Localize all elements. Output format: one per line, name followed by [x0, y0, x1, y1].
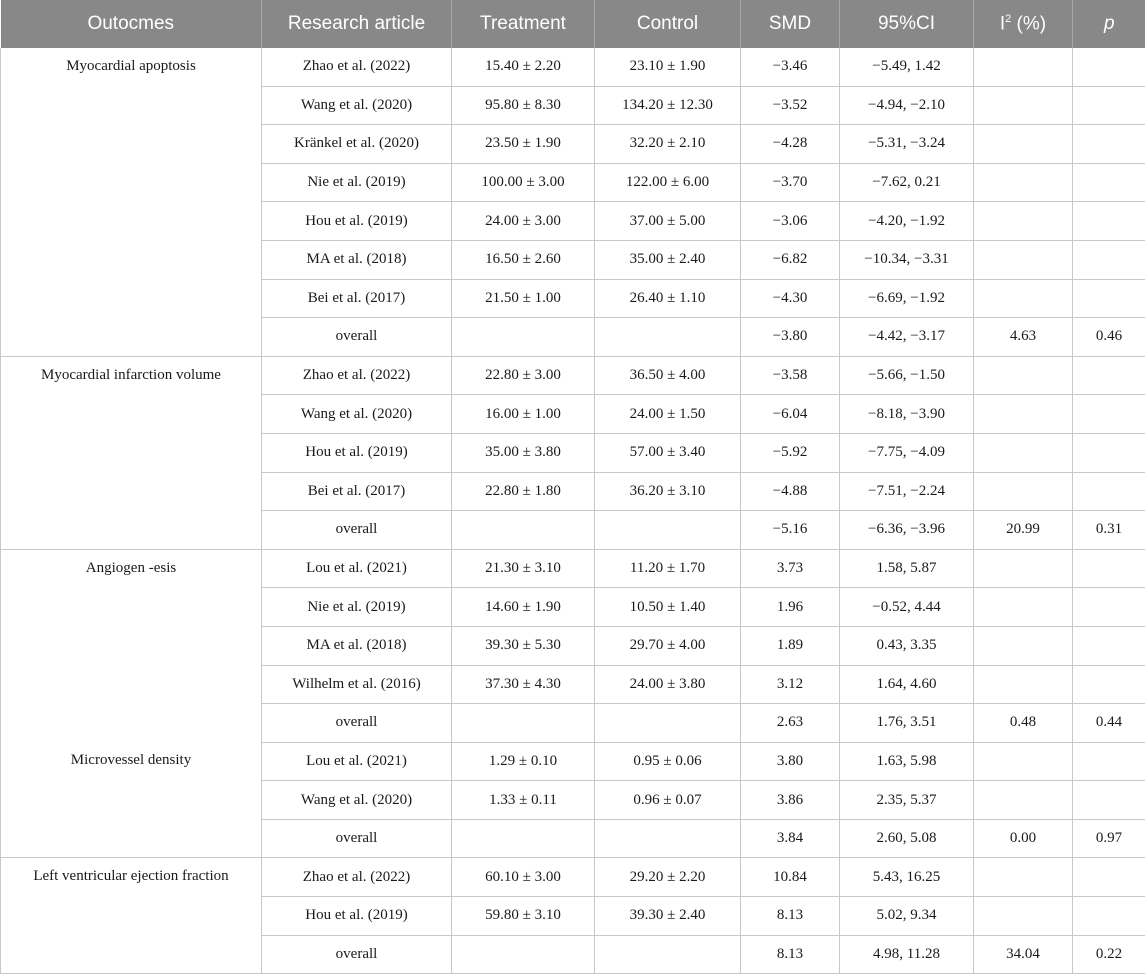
- control-cell: [595, 704, 741, 743]
- p-cell: [1073, 549, 1145, 588]
- i2-cell: [974, 279, 1073, 318]
- header-smd: SMD: [741, 0, 840, 48]
- treatment-cell: 21.50 ± 1.00: [452, 279, 595, 318]
- ci-cell: −7.62, 0.21: [840, 163, 974, 202]
- smd-cell: −3.52: [741, 86, 840, 125]
- ci-cell: 1.58, 5.87: [840, 549, 974, 588]
- smd-cell: 2.63: [741, 704, 840, 743]
- treatment-cell: 35.00 ± 3.80: [452, 433, 595, 472]
- smd-cell: −4.28: [741, 125, 840, 164]
- control-cell: 0.95 ± 0.06: [595, 742, 741, 781]
- smd-cell: 3.86: [741, 781, 840, 820]
- p-cell: [1073, 626, 1145, 665]
- treatment-cell: 24.00 ± 3.00: [452, 202, 595, 241]
- p-cell: [1073, 163, 1145, 202]
- p-cell: [1073, 742, 1145, 781]
- control-cell: 36.20 ± 3.10: [595, 472, 741, 511]
- control-cell: 57.00 ± 3.40: [595, 433, 741, 472]
- ci-cell: 2.35, 5.37: [840, 781, 974, 820]
- treatment-cell: 14.60 ± 1.90: [452, 588, 595, 627]
- i2-cell: 4.63: [974, 318, 1073, 357]
- treatment-cell: 39.30 ± 5.30: [452, 626, 595, 665]
- control-cell: 10.50 ± 1.40: [595, 588, 741, 627]
- smd-cell: 1.96: [741, 588, 840, 627]
- control-cell: 26.40 ± 1.10: [595, 279, 741, 318]
- control-cell: 29.20 ± 2.20: [595, 858, 741, 897]
- outcome-cell: Myocardial infarction volume: [1, 356, 262, 549]
- research-article-cell: Nie et al. (2019): [262, 163, 452, 202]
- p-cell: [1073, 356, 1145, 395]
- ci-cell: 1.63, 5.98: [840, 742, 974, 781]
- research-article-cell: MA et al. (2018): [262, 626, 452, 665]
- control-cell: 24.00 ± 3.80: [595, 665, 741, 704]
- p-cell: [1073, 240, 1145, 279]
- p-cell: [1073, 897, 1145, 936]
- smd-cell: −3.46: [741, 48, 840, 86]
- p-cell: 0.44: [1073, 704, 1145, 743]
- treatment-cell: 1.29 ± 0.10: [452, 742, 595, 781]
- research-article-cell: overall: [262, 819, 452, 858]
- treatment-cell: 37.30 ± 4.30: [452, 665, 595, 704]
- research-article-cell: Nie et al. (2019): [262, 588, 452, 627]
- ci-cell: 2.60, 5.08: [840, 819, 974, 858]
- treatment-cell: 22.80 ± 3.00: [452, 356, 595, 395]
- ci-cell: 0.43, 3.35: [840, 626, 974, 665]
- control-cell: 24.00 ± 1.50: [595, 395, 741, 434]
- p-cell: 0.22: [1073, 935, 1145, 974]
- treatment-cell: 16.00 ± 1.00: [452, 395, 595, 434]
- ci-cell: −10.34, −3.31: [840, 240, 974, 279]
- smd-cell: −4.88: [741, 472, 840, 511]
- i2-cell: [974, 781, 1073, 820]
- ci-cell: 1.76, 3.51: [840, 704, 974, 743]
- smd-cell: −5.92: [741, 433, 840, 472]
- smd-cell: −4.30: [741, 279, 840, 318]
- treatment-cell: [452, 935, 595, 974]
- control-cell: 37.00 ± 5.00: [595, 202, 741, 241]
- i2-cell: [974, 742, 1073, 781]
- table-body: [1, 48, 1145, 974]
- research-article-cell: Lou et al. (2021): [262, 742, 452, 781]
- table-row: [1, 48, 1145, 86]
- ci-cell: −4.94, −2.10: [840, 86, 974, 125]
- i2-cell: 0.00: [974, 819, 1073, 858]
- research-article-cell: overall: [262, 511, 452, 550]
- i2-cell: [974, 858, 1073, 897]
- smd-cell: −3.06: [741, 202, 840, 241]
- research-article-cell: Hou et al. (2019): [262, 202, 452, 241]
- ci-cell: 5.43, 16.25: [840, 858, 974, 897]
- treatment-cell: 22.80 ± 1.80: [452, 472, 595, 511]
- table-row: [1, 742, 1145, 781]
- smd-cell: 3.73: [741, 549, 840, 588]
- smd-cell: 1.89: [741, 626, 840, 665]
- research-article-cell: Wilhelm et al. (2016): [262, 665, 452, 704]
- treatment-cell: [452, 819, 595, 858]
- header-i2-superscript: 2: [1005, 13, 1011, 25]
- research-article-cell: Bei et al. (2017): [262, 279, 452, 318]
- research-article-cell: Zhao et al. (2022): [262, 48, 452, 86]
- smd-cell: −6.04: [741, 395, 840, 434]
- i2-cell: [974, 240, 1073, 279]
- i2-cell: [974, 472, 1073, 511]
- control-cell: [595, 511, 741, 550]
- header-i2-symbol: I: [1000, 13, 1005, 34]
- p-cell: 0.97: [1073, 819, 1145, 858]
- treatment-cell: [452, 704, 595, 743]
- treatment-cell: 100.00 ± 3.00: [452, 163, 595, 202]
- smd-cell: −6.82: [741, 240, 840, 279]
- smd-cell: 8.13: [741, 897, 840, 936]
- ci-cell: 1.64, 4.60: [840, 665, 974, 704]
- ci-cell: −5.31, −3.24: [840, 125, 974, 164]
- ci-cell: −6.69, −1.92: [840, 279, 974, 318]
- p-cell: [1073, 665, 1145, 704]
- header-treatment: Treatment: [452, 0, 595, 48]
- i2-cell: [974, 86, 1073, 125]
- i2-cell: 0.48: [974, 704, 1073, 743]
- control-cell: 11.20 ± 1.70: [595, 549, 741, 588]
- outcome-cell: Microvessel density: [1, 742, 262, 858]
- table-row: [1, 549, 1145, 588]
- p-cell: [1073, 202, 1145, 241]
- smd-cell: 3.84: [741, 819, 840, 858]
- control-cell: [595, 318, 741, 357]
- header-95ci: 95%CI: [840, 0, 974, 48]
- i2-cell: [974, 549, 1073, 588]
- treatment-cell: 15.40 ± 2.20: [452, 48, 595, 86]
- i2-cell: [974, 665, 1073, 704]
- control-cell: 134.20 ± 12.30: [595, 86, 741, 125]
- research-article-cell: Wang et al. (2020): [262, 86, 452, 125]
- header-i2: [974, 0, 1073, 48]
- header-control: Control: [595, 0, 741, 48]
- control-cell: 29.70 ± 4.00: [595, 626, 741, 665]
- p-cell: [1073, 395, 1145, 434]
- treatment-cell: 95.80 ± 8.30: [452, 86, 595, 125]
- ci-cell: −8.18, −3.90: [840, 395, 974, 434]
- ci-cell: 5.02, 9.34: [840, 897, 974, 936]
- i2-cell: [974, 433, 1073, 472]
- control-cell: [595, 819, 741, 858]
- control-cell: [595, 935, 741, 974]
- treatment-cell: 21.30 ± 3.10: [452, 549, 595, 588]
- research-article-cell: Hou et al. (2019): [262, 433, 452, 472]
- smd-cell: 3.80: [741, 742, 840, 781]
- outcome-cell: Myocardial apoptosis: [1, 48, 262, 356]
- treatment-cell: 1.33 ± 0.11: [452, 781, 595, 820]
- i2-cell: [974, 897, 1073, 936]
- control-cell: 35.00 ± 2.40: [595, 240, 741, 279]
- p-cell: [1073, 433, 1145, 472]
- p-cell: [1073, 86, 1145, 125]
- header-i2-unit: (%): [1011, 13, 1046, 34]
- research-article-cell: Zhao et al. (2022): [262, 356, 452, 395]
- header-outcomes: Outocmes: [1, 0, 262, 48]
- ci-cell: −5.49, 1.42: [840, 48, 974, 86]
- treatment-cell: 60.10 ± 3.00: [452, 858, 595, 897]
- ci-cell: −4.42, −3.17: [840, 318, 974, 357]
- ci-cell: 4.98, 11.28: [840, 935, 974, 974]
- research-article-cell: MA et al. (2018): [262, 240, 452, 279]
- p-cell: [1073, 125, 1145, 164]
- ci-cell: −4.20, −1.92: [840, 202, 974, 241]
- research-article-cell: Zhao et al. (2022): [262, 858, 452, 897]
- smd-cell: −3.80: [741, 318, 840, 357]
- research-article-cell: Kränkel et al. (2020): [262, 125, 452, 164]
- treatment-cell: [452, 511, 595, 550]
- smd-cell: −3.70: [741, 163, 840, 202]
- table-row: [1, 858, 1145, 897]
- research-article-cell: overall: [262, 935, 452, 974]
- control-cell: 39.30 ± 2.40: [595, 897, 741, 936]
- p-cell: [1073, 588, 1145, 627]
- treatment-cell: 59.80 ± 3.10: [452, 897, 595, 936]
- p-cell: [1073, 472, 1145, 511]
- i2-cell: [974, 395, 1073, 434]
- research-article-cell: overall: [262, 704, 452, 743]
- smd-cell: 3.12: [741, 665, 840, 704]
- research-article-cell: Bei et al. (2017): [262, 472, 452, 511]
- header-research-article: Research article: [262, 0, 452, 48]
- treatment-cell: [452, 318, 595, 357]
- smd-cell: 8.13: [741, 935, 840, 974]
- ci-cell: −7.51, −2.24: [840, 472, 974, 511]
- treatment-cell: 23.50 ± 1.90: [452, 125, 595, 164]
- smd-cell: −5.16: [741, 511, 840, 550]
- header-p: p: [1073, 0, 1145, 48]
- i2-cell: [974, 202, 1073, 241]
- i2-cell: [974, 125, 1073, 164]
- research-article-cell: Wang et al. (2020): [262, 395, 452, 434]
- control-cell: 0.96 ± 0.07: [595, 781, 741, 820]
- smd-cell: 10.84: [741, 858, 840, 897]
- research-article-cell: Hou et al. (2019): [262, 897, 452, 936]
- p-cell: [1073, 781, 1145, 820]
- research-article-cell: overall: [262, 318, 452, 357]
- i2-cell: [974, 48, 1073, 86]
- p-cell: [1073, 858, 1145, 897]
- ci-cell: −7.75, −4.09: [840, 433, 974, 472]
- i2-cell: 20.99: [974, 511, 1073, 550]
- treatment-cell: 16.50 ± 2.60: [452, 240, 595, 279]
- control-cell: 23.10 ± 1.90: [595, 48, 741, 86]
- i2-cell: [974, 588, 1073, 627]
- outcome-cell: Left ventricular ejection fraction: [1, 858, 262, 974]
- ci-cell: −5.66, −1.50: [840, 356, 974, 395]
- p-cell: [1073, 48, 1145, 86]
- i2-cell: [974, 163, 1073, 202]
- ci-cell: −6.36, −3.96: [840, 511, 974, 550]
- research-article-cell: Wang et al. (2020): [262, 781, 452, 820]
- research-article-cell: Lou et al. (2021): [262, 549, 452, 588]
- p-cell: 0.31: [1073, 511, 1145, 550]
- i2-cell: 34.04: [974, 935, 1073, 974]
- control-cell: 36.50 ± 4.00: [595, 356, 741, 395]
- table-row: [1, 356, 1145, 395]
- control-cell: 32.20 ± 2.10: [595, 125, 741, 164]
- header-row: [1, 0, 1145, 48]
- control-cell: 122.00 ± 6.00: [595, 163, 741, 202]
- outcome-cell: Angiogen -esis: [1, 549, 262, 742]
- i2-cell: [974, 626, 1073, 665]
- i2-cell: [974, 356, 1073, 395]
- smd-cell: −3.58: [741, 356, 840, 395]
- ci-cell: −0.52, 4.44: [840, 588, 974, 627]
- p-cell: [1073, 279, 1145, 318]
- p-cell: 0.46: [1073, 318, 1145, 357]
